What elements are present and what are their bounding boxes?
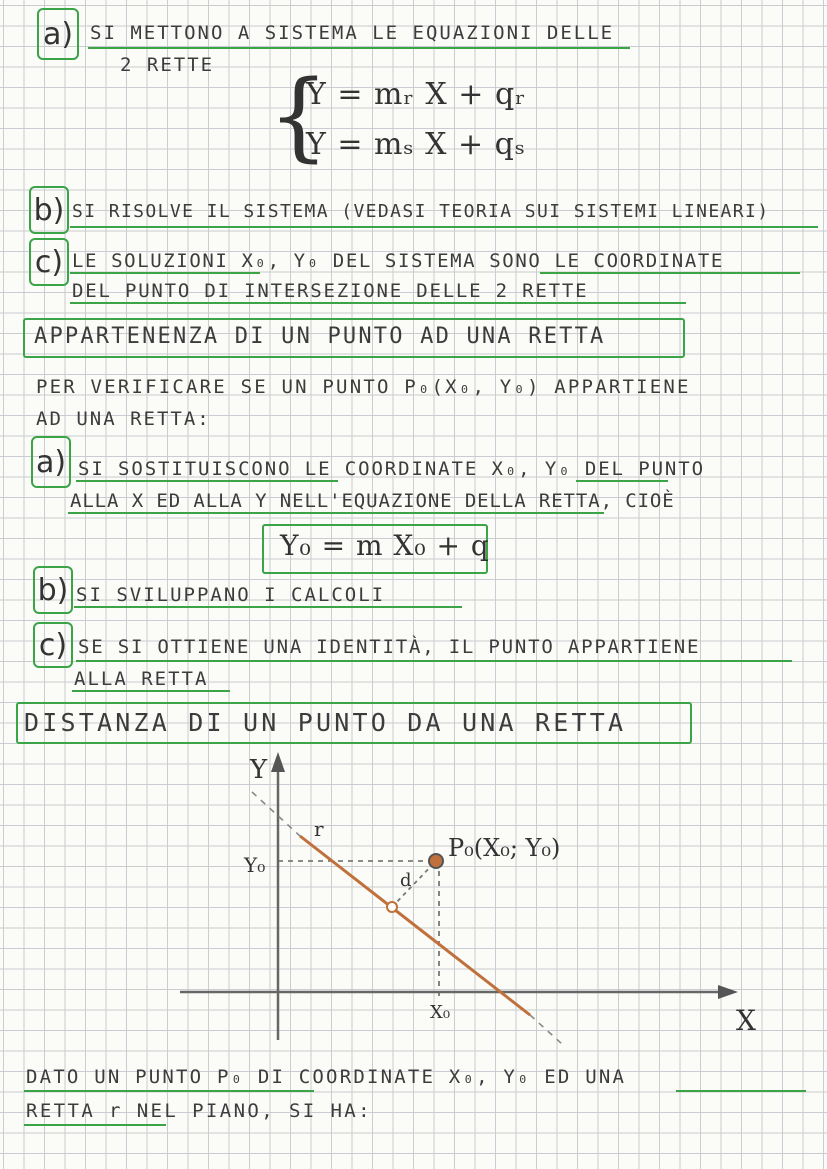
label-b-1: b) bbox=[29, 186, 69, 234]
heading-distanza: DISTANZA DI UN PUNTO DA UNA RETTA bbox=[24, 708, 627, 737]
s2-intro-line1: PER VERIFICARE SE UN PUNTO P₀(X₀, Y₀) APPARTIENE bbox=[36, 376, 691, 398]
line-r-extension-top bbox=[252, 792, 300, 836]
label-c-1: c) bbox=[29, 238, 69, 286]
y-axis-arrow bbox=[271, 752, 285, 772]
s2-a-line1: SI SOSTITUISCONO LE COORDINATE X₀, Y₀ DEL PUNTO bbox=[78, 458, 705, 480]
system-brace: { bbox=[268, 60, 330, 172]
line-r-extension-bottom bbox=[530, 1015, 562, 1044]
formula-belonging: Y₀ = m X₀ + q bbox=[280, 529, 490, 562]
label-b-2: b) bbox=[33, 566, 73, 614]
s2-c-line2: ALLA RETTA bbox=[74, 668, 209, 690]
x0-label: X₀ bbox=[430, 1002, 451, 1023]
s1-c-line2: DEL PUNTO DI INTERSEZIONE DELLE 2 RETTE bbox=[72, 280, 589, 302]
y-axis-label: Y bbox=[250, 755, 268, 785]
s3-closing-underline2 bbox=[24, 1124, 166, 1126]
s1-c-line1: LE SOLUZIONI X₀, Y₀ DEL SISTEMA SONO LE COORDINATE bbox=[72, 250, 724, 272]
s1-b-line: SI RISOLVE IL SISTEMA (VEDASI TEORIA SUI SISTEMI LINEARI) bbox=[72, 201, 770, 222]
s2-a-line2: ALLA X ED ALLA Y NELL'EQUAZIONE DELLA RETTA, CIOÈ bbox=[70, 490, 675, 512]
label-a-1: a) bbox=[37, 8, 79, 60]
x-axis-label: X bbox=[736, 1004, 756, 1037]
line-r-label: r bbox=[314, 817, 324, 841]
s3-closing-line1: DATO UN PUNTO P₀ DI COORDINATE X₀, Y₀ ED UNA bbox=[26, 1066, 627, 1088]
heading-appartenenza: APPARTENENZA DI UN PUNTO AD UNA RETTA bbox=[34, 324, 606, 349]
point-p0 bbox=[429, 854, 443, 868]
s2-c-line1: SE SI OTTIENE UNA IDENTITÀ, IL PUNTO APPARTIENE bbox=[78, 636, 701, 658]
s1-a-line1: SI METTONO A SISTEMA LE EQUAZIONI DELLE bbox=[90, 22, 615, 44]
label-a-2: a) bbox=[31, 436, 71, 488]
s2-intro-line2: AD UNA RETTA: bbox=[36, 408, 211, 430]
perpendicular-foot bbox=[387, 902, 397, 912]
line-r bbox=[300, 836, 530, 1015]
system-eq1: Y = mᵣ X + qᵣ bbox=[306, 77, 527, 112]
s3-closing-underline1a bbox=[24, 1090, 314, 1092]
system-eq2: Y = mₛ X + qₛ bbox=[306, 127, 526, 162]
s2-b-line: SI SVILUPPANO I CALCOLI bbox=[76, 584, 386, 606]
s1-a-line2: 2 RETTE bbox=[120, 54, 215, 76]
point-p0-label: P₀(X₀; Y₀) bbox=[448, 834, 561, 862]
x-axis-arrow bbox=[718, 985, 738, 999]
y0-label: Y₀ bbox=[244, 853, 266, 877]
distance-segment bbox=[392, 861, 436, 907]
s3-closing-underline1b bbox=[676, 1090, 806, 1092]
s3-closing-line2: RETTA r NEL PIANO, SI HA: bbox=[26, 1100, 372, 1122]
label-c-2: c) bbox=[33, 622, 73, 668]
distance-label: d bbox=[400, 870, 412, 891]
